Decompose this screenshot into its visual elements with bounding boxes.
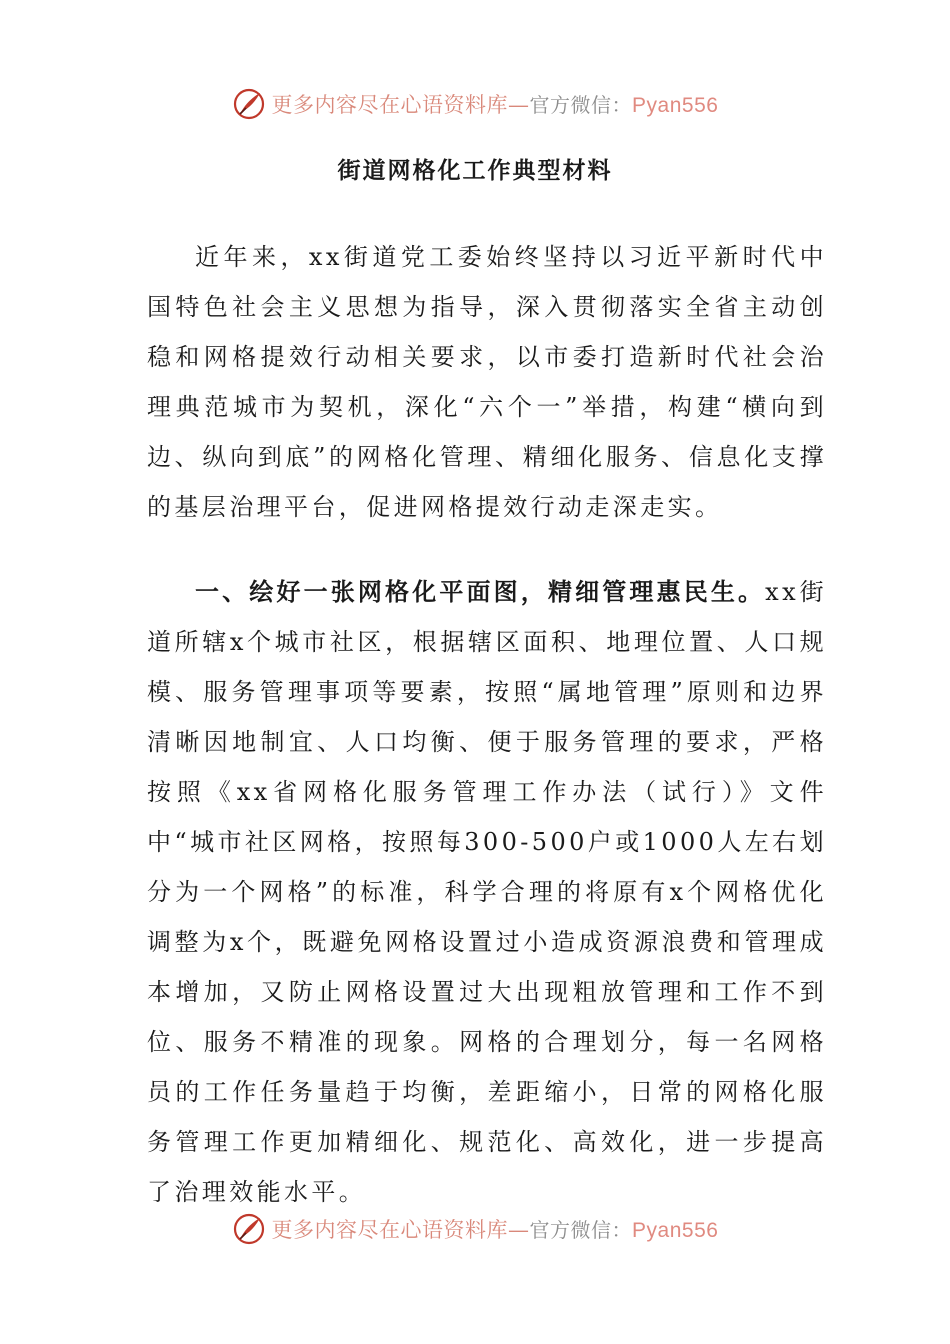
banner-text	[272, 1214, 719, 1244]
banner-wechat-id: Pyan556	[632, 94, 719, 117]
quill-pen-logo-icon	[232, 1212, 266, 1246]
header-watermark-banner	[0, 82, 950, 126]
banner-text	[272, 89, 719, 119]
footer-watermark-banner	[0, 1207, 950, 1251]
document-title: 街道网格化工作典型材料	[337, 157, 613, 184]
banner-main-text: 更多内容尽在心语资料库—	[271, 1218, 530, 1242]
section-1-paragraph	[147, 567, 827, 1217]
banner-main-text: 更多内容尽在心语资料库—	[271, 93, 530, 117]
intro-paragraph: 近年来，xx街道党工委始终坚持以习近平新时代中国特色社会主义思想为指导，深入贯彻落实全省主动创稳和网格提效行动相关要求，以市委打造新时代社会治理典范城市为契机，深化“六个一”举措，构建“横向到边、纵向到底”的网格化管理、精细化服务、信息化支撑的基层治理平台，促进网格提效行动走深走实。	[147, 243, 827, 521]
banner-wechat-label: 官方微信：	[529, 93, 633, 117]
banner-wechat-label: 官方微信：	[529, 1218, 633, 1242]
section-1-body: xx街道所辖x个城市社区，根据辖区面积、地理位置、人口规模、服务管理事项等要素，按照“属地管理”原则和边界清晰因地制宜、人口均衡、便于服务管理的要求，严格按照《xx省网格化服务管理工作办法（试行）》文件中“城市社区网格，按照每300-500户或1000人左右划分为一个网格”的标准，科学合理的将原有x个网格优化调整为x个，既避免网格设置过小造成资源浪费和管理成本增加，又防止网格设置过大出现粗放管理和工作不到位、服务不精准的现象。网格的合理划分，每一名网格员的工作任务量趋于均衡，差距缩小，日常的网格化服务管理工作更加精细化、规范化、高效化，进一步提高了治理效能水平。	[147, 578, 827, 1206]
quill-pen-logo-icon	[232, 87, 266, 121]
section-1-heading: 一、绘好一张网格化平面图，精细管理惠民生。	[195, 577, 766, 606]
banner-wechat-id: Pyan556	[632, 1219, 719, 1242]
